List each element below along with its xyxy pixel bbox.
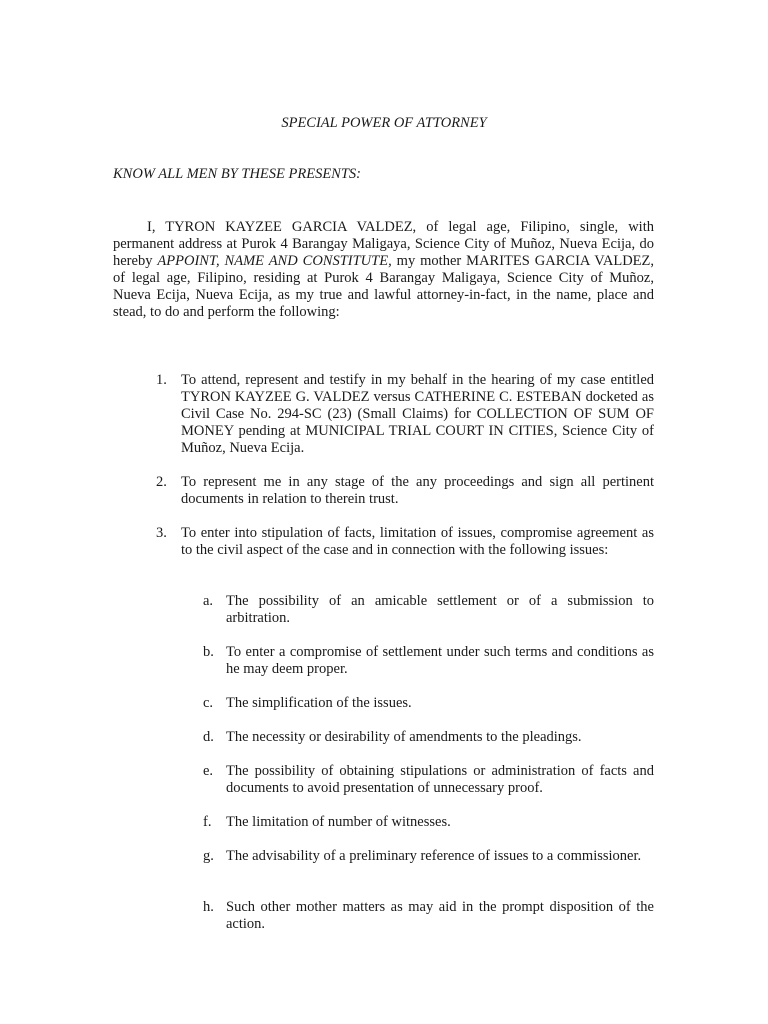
sub-item-text: The simplification of the issues. <box>226 695 412 711</box>
know-all-heading: KNOW ALL MEN BY THESE PRESENTS: <box>113 166 362 182</box>
sub-item-a <box>203 593 654 627</box>
sub-item-letter: f. <box>203 814 212 830</box>
sub-item-b <box>203 644 654 678</box>
sub-item-text: The necessity or desirability of amendments to the pleadings. <box>226 729 582 745</box>
sub-item-f <box>203 814 654 831</box>
list-item-text: To represent me in any stage of the any proceedings and sign all pertinent documents in relation to therein trust. <box>181 474 654 507</box>
sub-item-letter: g. <box>203 848 214 864</box>
list-item-2 <box>156 474 654 508</box>
document-title: SPECIAL POWER OF ATTORNEY <box>281 115 487 131</box>
sub-item-text: The limitation of number of witnesses. <box>226 814 451 830</box>
sub-item-letter: h. <box>203 899 214 915</box>
list-item-text: To attend, represent and testify in my behalf in the hearing of my case entitled TYRON KAYZEE G. VALDEZ versus CATHERINE C. ESTEBAN docketed as Civil Case No. 294-SC (23) (Small Claims) for COLLECTION OF SUM OF MONEY pending at MUNICIPAL TRIAL COURT IN CITIES, Science City of Muñoz, Nueva Ecija. <box>181 372 654 456</box>
intro-text-a: of legal age, Filipino, single, with permanent address at Purok 4 Barangay Maligaya, Science City of Muñoz, Nueva Ecija, do hereby <box>113 219 654 269</box>
intro-appoint-clause: APPOINT, NAME AND CONSTITUTE, <box>157 253 392 269</box>
sub-item-text: Such other mother matters as may aid in the prompt disposition of the action. <box>226 899 654 932</box>
sub-item-g <box>203 848 654 865</box>
list-item-number: 1. <box>156 372 167 388</box>
sub-item-letter: b. <box>203 644 214 660</box>
sub-item-letter: c. <box>203 695 214 711</box>
list-item-3 <box>156 525 654 559</box>
intro-text-b: my mother MARITES GARCIA VALDEZ, of legal age, Filipino, residing at Purok 4 Barangay Maligaya, Science City of Muñoz, Nueva Ecija, Nueva Ecija, as my true and lawful attorney-in-fact, in the name, place and stead, to do and perform the following: <box>113 253 655 320</box>
list-item-number: 3. <box>156 525 167 541</box>
sub-item-h <box>203 899 654 933</box>
sub-item-text: The advisability of a preliminary reference of issues to a commissioner. <box>226 848 642 864</box>
list-item-text: To enter into stipulation of facts, limitation of issues, compromise agreement as to the civil aspect of the case and in connection with the following issues: <box>181 525 654 558</box>
list-item-1 <box>156 372 654 457</box>
intro-grantor: I, TYRON KAYZEE GARCIA VALDEZ, <box>147 219 417 235</box>
sub-item-letter: a. <box>203 593 214 609</box>
sub-item-c <box>203 695 654 712</box>
sub-item-text: The possibility of an amicable settlement or of a submission to arbitration. <box>226 593 654 626</box>
sub-item-text: The possibility of obtaining stipulations or administration of facts and documents to avoid presentation of unnecessary proof. <box>226 763 654 796</box>
sub-item-letter: e. <box>203 763 214 779</box>
sub-item-e <box>203 763 654 797</box>
sub-item-d <box>203 729 654 746</box>
sub-item-letter: d. <box>203 729 214 745</box>
sub-item-text: To enter a compromise of settlement under such terms and conditions as he may deem proper. <box>226 644 654 677</box>
intro-paragraph <box>113 219 654 321</box>
list-item-number: 2. <box>156 474 167 490</box>
